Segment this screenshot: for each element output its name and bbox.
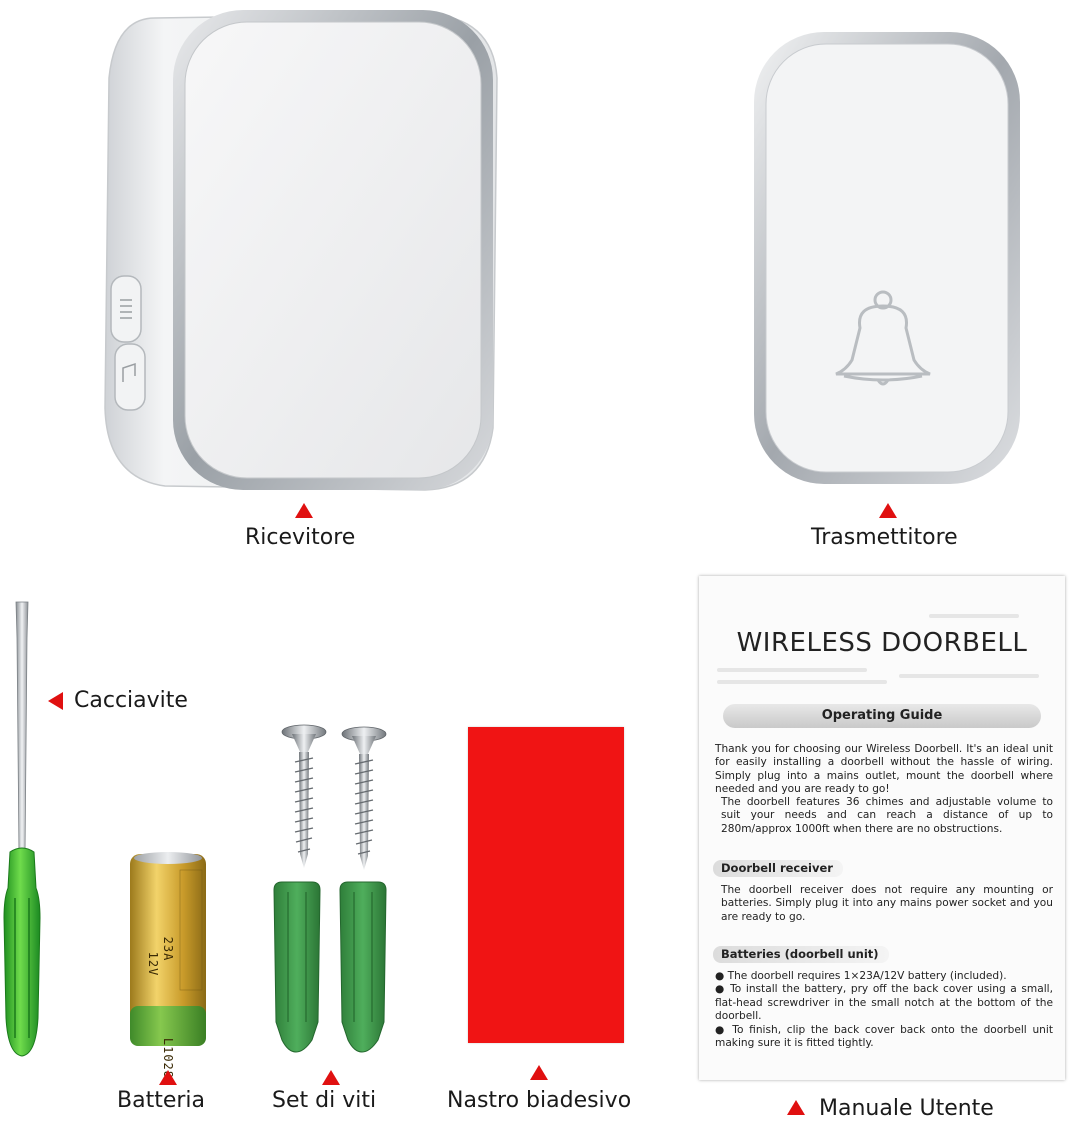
screwdriver-label: Cacciavite: [74, 688, 188, 713]
screw: [282, 725, 326, 868]
double-sided-tape: [468, 727, 624, 1043]
tape-label: Nastro biadesivo: [447, 1088, 632, 1113]
transmitter-label: Trasmettitore: [811, 525, 958, 550]
wall-anchor: [274, 882, 320, 1052]
screw-set: [262, 722, 402, 1057]
battery-model: 23A: [161, 936, 175, 962]
battery-bullets: [715, 970, 1053, 1050]
manual-features: The doorbell features 36 chimes and adjustable volume to suit your needs and can reach a distance of up to 280m/approx 1000ft when there are no obstructions.: [721, 796, 1053, 835]
battery-code: L1028: [161, 1037, 175, 1079]
battery: [128, 850, 208, 1079]
operating-guide-heading: Operating Guide: [723, 704, 1041, 728]
screwdriver: [0, 598, 60, 1063]
receiver-text: The doorbell receiver does not require any mounting or batteries. Simply plug it into any mains power socket and you are ready to go.: [721, 884, 1053, 923]
batteries-heading: Batteries (doorbell unit): [713, 946, 889, 963]
receiver-unit: [95, 8, 515, 498]
bullet-item: ● The doorbell requires 1×23A/12V battery (included).: [715, 970, 1007, 982]
user-manual: [699, 576, 1065, 1080]
bullet-item: ● To finish, clip the back cover back onto the doorbell unit making sure it is fitted tightly.: [715, 1023, 1053, 1050]
receiver-label: Ricevitore: [245, 525, 356, 550]
battery-label: Batteria: [117, 1088, 205, 1113]
manual-title: WIRELESS DOORBELL: [736, 628, 1028, 658]
screw: [342, 727, 386, 870]
volume-button: [111, 276, 141, 342]
music-note-button: [115, 344, 145, 410]
manual-intro: Thank you for choosing our Wireless Doorbell. It's an ideal unit for easily installing a doorbell without the hassle of wiring. Simply plug into a mains outlet, mount the doorbell where needed and you are ready to go!: [715, 743, 1053, 796]
manual-label: Manuale Utente: [819, 1096, 994, 1121]
battery-voltage: 12V: [146, 951, 160, 977]
wall-anchor: [340, 882, 386, 1052]
bullet-item: ● To install the battery, pry off the back cover using a small, flat-head screwdriver in the small notch at the bottom of the doorbell.: [715, 983, 1053, 1023]
screws-label: Set di viti: [272, 1088, 377, 1113]
receiver-heading: Doorbell receiver: [713, 860, 843, 877]
transmitter-unit: [752, 30, 1024, 490]
